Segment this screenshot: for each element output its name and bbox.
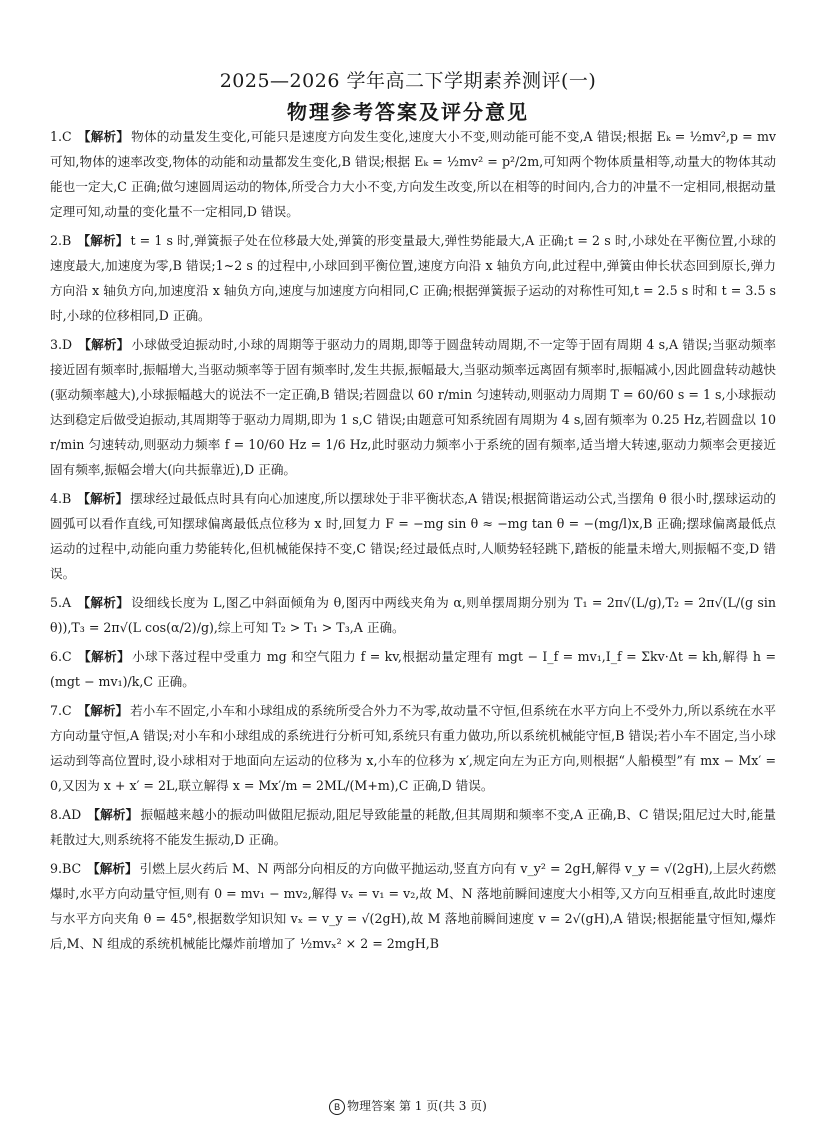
answer-text: 摆球经过最低点时具有向心加速度,所以摆球处于非平衡状态,A 错误;根据简谐运动公式,当摆角 θ 很小时,摆球运动的圆弧可以看作直线,可知摆球偏离最低点位移为 x 时,回复力 F = −mg sin θ ≈ −mg tan θ = −(mg/l)x,B 正确;摆球偏离最低点运动的过程中,动能向重力势能转化,但机械能保持不变,C 错误;经过最低点时,人顺势轻轻跳下,踏板的能量未增大,则振幅不变,D 错误。 [50, 491, 777, 581]
answer-number: 4.B [50, 491, 72, 506]
answer-text: 小球做受迫振动时,小球的周期等于驱动力的周期,即等于圆盘转动周期,不一定等于固有周期 4 s,A 错误;当驱动频率接近固有频率时,振幅增大,当驱动频率等于固有频率时,发生共振,振幅最大,当驱动频率远离固有频率时,振幅减小,因此圆盘转动越快(驱动频率越大),小球振幅越大的说法不一定正确,B 错误;若圆盘以 60 r/min 匀速转动,则驱动力周期 T = 60/60 s = 1 s,小球振动达到稳定后做受迫振动,其周期等于驱动力周期,即为 1 s,C 错误;由题意可知系统固有周期为 4 s,固有频率为 0.25 Hz,若圆盘以 10 r/min 匀速转动,则驱动力频率 f = 10/60 Hz = 1/6 Hz,此时驱动力频率小于系统的固有频率,适当增大转速,驱动力频率会更接近固有频率,振幅会增大(向共振靠近),D 正确。 [50, 337, 776, 477]
answer-number: 3.D [50, 337, 73, 352]
analysis-tag: 【解析】 [77, 129, 130, 144]
answer-item [50, 802, 776, 852]
answer-number: 5.A [50, 595, 72, 610]
answer-number: 8.AD [50, 807, 82, 822]
answer-text: t = 1 s 时,弹簧振子处在位移最大处,弹簧的形变量最大,弹性势能最大,A 正确;t = 2 s 时,小球处在平衡位置,小球的速度最大,加速度为零,B 错误;1~2 s 的过程中,小球回到平衡位置,速度方向沿 x 轴负方向,此过程中,弹簧由伸长状态回到原长,弹力方向沿 x 轴负方向,加速度沿 x 轴负方向,速度与加速度方向相同,C 正确;根据弹簧振子运动的对称性可知,t = 2.5 s 时和 t = 3.5 s 时,小球的位移相同,D 正确。 [50, 233, 776, 323]
answers-list [50, 124, 776, 956]
page-number: 物理答案 第 1 页(共 3 页) [347, 1099, 487, 1113]
answer-item [50, 332, 776, 482]
analysis-tag: 【解析】 [77, 233, 129, 248]
page-title: 2025—2026 学年高二下学期素养测评(一) [219, 70, 597, 92]
answer-item [50, 856, 776, 956]
page-footer [0, 1097, 816, 1115]
analysis-tag: 【解析】 [78, 337, 130, 352]
page-subtitle: 物理参考答案及评分意见 [287, 100, 529, 124]
answer-text: 物体的动量发生变化,可能只是速度方向发生变化,速度大小不变,则动能可能不变,A 错误;根据 Eₖ = ½mv²,p = mv 可知,物体的速率改变,物体的动能和动量都发生变化,B 错误;根据 Eₖ = ½mv² = p²/2m,可知两个物体质量相等,动量大的物体其动能也一定大,C 正确;做匀速圆周运动的物体,所受合力大小不变,方向发生改变,所以在相等的时间内,合力的冲量不一定相同,根据动量定理可知,动量的变化量不一定相同,D 错误。 [50, 129, 776, 219]
answer-number: 2.B [50, 233, 72, 248]
version-badge: B [329, 1099, 345, 1115]
analysis-tag: 【解析】 [87, 807, 139, 822]
answer-text: 设细线长度为 L,图乙中斜面倾角为 θ,图丙中两线夹角为 α,则单摆周期分别为 T₁ = 2π√(L/g),T₂ = 2π√(L/(g sin θ)),T₃ = 2π√(L cos(α/2)/g),综上可知 T₂ > T₁ > T₃,A 正确。 [50, 595, 776, 635]
answer-number: 9.BC [50, 861, 82, 876]
answer-number: 6.C [50, 649, 72, 664]
answer-text: 振幅越来越小的振动叫做阻尼振动,阻尼导致能量的耗散,但其周期和频率不变,A 正确,B、C 错误;阻尼过大时,能量耗散过大,则系统将不能发生振动,D 正确。 [50, 807, 776, 847]
answer-text: 小球下落过程中受重力 mg 和空气阻力 f = kv,根据动量定理有 mgt − I_f = mv₁,I_f = Σkv·Δt = kh,解得 h = (mgt − mv₁)/k,C 正确。 [50, 649, 777, 689]
analysis-tag: 【解析】 [77, 595, 130, 610]
answer-text: 若小车不固定,小车和小球组成的系统所受合外力不为零,故动量不守恒,但系统在水平方向上不受外力,所以系统在水平方向动量守恒,A 错误;对小车和小球组成的系统进行分析可知,系统只有重力做功,所以系统机械能守恒,B 错误;若小车不固定,当小球运动到等高位置时,设小球相对于地面向左运动的位移为 x,小车的位移为 x′,规定向左为正方向,则根据“人船模型”有 mx − Mx′ = 0,又因为 x + x′ = 2L,联立解得 x = Mx′/m = 2ML/(M+m),C 正确,D 错误。 [50, 703, 777, 793]
answer-item [50, 228, 776, 328]
answer-text: 引燃上层火药后 M、N 两部分向相反的方向做平抛运动,竖直方向有 v_y² = 2gH,解得 v_y = √(2gH),上层火药燃爆时,水平方向动量守恒,则有 0 = mv₁ − mv₂,解得 vₓ = v₁ = v₂,故 M、N 落地前瞬间速度大小相等,又方向互相垂直,故此时速度与水平方向夹角 θ = 45°,根据数学知识知 vₓ = v_y = √(2gH),故 M 落地前瞬间速度 v = 2√(gH),A 错误;根据能量守恒知,爆炸后,M、N 组成的系统机械能比爆炸前增加了 ½mvₓ² × 2 = 2mgH,B [50, 861, 776, 951]
answer-item [50, 486, 776, 586]
answer-number: 1.C [50, 129, 72, 144]
answer-item [50, 698, 776, 798]
answer-item [50, 124, 776, 224]
answer-number: 7.C [50, 703, 72, 718]
analysis-tag: 【解析】 [87, 861, 138, 876]
answer-item [50, 644, 776, 694]
analysis-tag: 【解析】 [78, 649, 131, 664]
answer-item [50, 590, 776, 640]
analysis-tag: 【解析】 [77, 703, 129, 718]
analysis-tag: 【解析】 [77, 491, 129, 506]
